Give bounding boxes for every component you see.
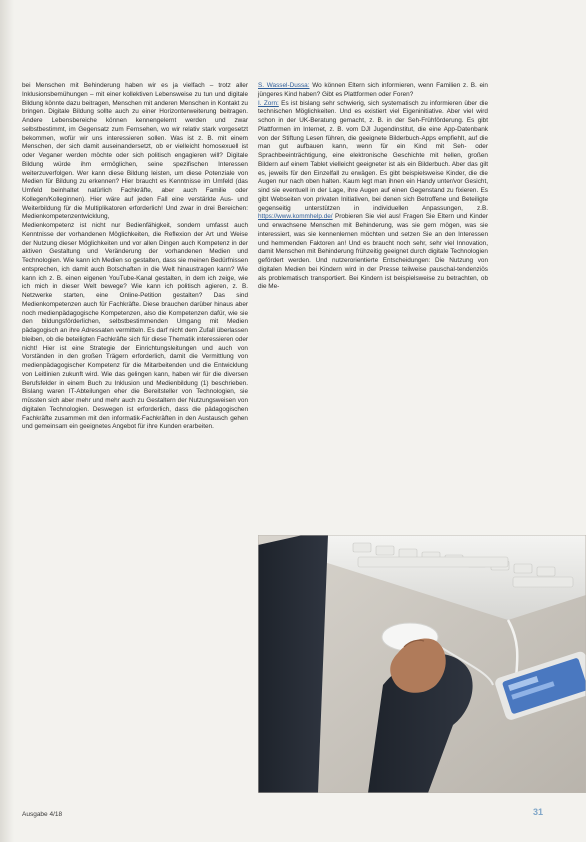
photo-illustration [258,535,586,793]
body-paragraph: Medienkompetenz ist nicht nur Bedienfähigkeit, sondern umfasst auch Kenntnisse der vorhandenen Möglichkeiten, die Reflexion der Art und Weise der Nutzung dieser Möglichkeiten und vor allen Dingen auch Kompetenz in der aktiven Gestaltung und Veränderung der vorhandenen Medien und Technologien. Wie kann ich Medien so gestalten, dass sie meinen Bedürfnissen entsprechen, ich damit auch Botschaften in die Welt hinaustragen kann? Wie kann ich z. B. einen eigenen YouTube-Kanal gestalten, in dem ich zeige, wie ich mich in dieser Welt bewege? Wie kann ich politisch agieren, z. B. Netzwerke starten, eine Online-Petition gestalten? Das sind Medienkompetenzen auch für Fachkräfte. Diese brauchen darüber hinaus aber noch medienpädagogische Kompetenzen, also die Kompetenzen dafür, wie sie den bildungsförderlichen, selbstbestimmenden Umgang mit Medien pädagogisch an ihre Adressaten vermitteln. Es darf nicht dem Zufall überlassen bleiben, ob die beteiligten Fachkräfte sich für diese Thematik interessieren oder nicht! Hier ist eine Strategie der Einrichtungsleitungen und auch von Vorständen in den großen Trägern erforderlich, damit die Vermittlung von medienpädagogischer Kompetenz für die Mitarbeitenden und die Entwicklung von Leitlinien zukunft wird. Wie das gelingen kann, haben wir für die diversen Berufsfelder in einem Buch zu Inklusion und Medienbildung (1) beschrieben. Bislang waren IT-Abteilungen eher die Bereitsteller von Technologien, sie müssten sich aber mehr und mehr auch zu Gestaltern der Nutzungsweisen von digitalen Technologien. Deswegen ist erforderlich, dass die pädagogischen Fachkräfte zusammen mit den informatik-Fachkräften in den Austausch gehen und gemeinsam ein geeignetes Angebot für ihre Kunden erarbeiten. [22,222,248,431]
kommhelp-link[interactable]: https://www.kommhelp.de/ [258,213,333,221]
interview-answer [258,100,488,293]
page-number: 31 [533,807,544,817]
left-text-column [22,82,248,432]
answer-speaker: I. Zorn: [258,99,279,107]
issue-label: Ausgabe 4/18 [22,811,63,818]
page-binding-shadow [0,0,14,842]
interview-question [258,82,488,100]
left-arm-sleeve [258,535,328,793]
question-speaker: S. Wassel-Dussa: [258,82,310,89]
question-text: Wo können Eltern sich informieren, wenn Familien z. B. ein jüngeres Kind haben? Gibt es Plattformen oder Foren? [258,82,488,98]
body-paragraph: bei Menschen mit Behinderung haben wir es ja vielfach – trotz aller Inklusionsbemühungen – mit einer kollektiven Lebensweise zu tun und digitale Bildung könnte dazu beitragen, Menschen mit anderen Menschen in Kontakt zu bringen. Digitale Bildung sollte auch zu einer Horizonterweiterung beitragen. Andere Lebensbereiche können kennengelernt werden und zwar selbstbestimmt, im Gegensatz zum Fernsehen, wo wir relativ stark vorgesetzt bekommen, wofür wir uns interessieren sollen. Was ist z. B. mit einem Menschen, der sich damit auseinandersetzt, ob er vielleicht homosexuell ist oder Veganer werden möchte oder sich politisch engagieren will? Digitale Bildung würde ihm ermöglichen, seine spezifischen Interessen weiterzuverfolgen. Wer kann diese Bildung leisten, um diese Potenziale von Medien für Bildung zu erkennen? Hier braucht es Kenntnisse im Umfeld (das Umfeld beinhaltet natürlich Fachkräfte, aber auch Familie oder Kollegen/Kolleginnen). Hier wäre auf jeden Fall eine verstärkte Aus- und Weiterbildung für die Multiplikatoren erforderlich! Und zwar in drei Bereichen: Medienkompetenzentwicklung, [22,82,248,221]
right-text-column [258,82,488,292]
answer-text-part-2: Probieren Sie viel aus! Fragen Sie Eltern und Kinder und erwachsene Menschen mit Behinderung, was sie gern mögen, was sie interessiert, was sie kennenlernen möchten und setzen Sie an den Interessen und hemmenden Faktoren an! Und es braucht noch sehr, sehr viel Innovation, damit Menschen mit Behinderung frühzeitig geeignet durch digitale Technologien gefördert werden. Und nutzerorientierte Entscheidungen: Die Nutzung von digitalen Medien bei Kindern wird in der Presse teilweise pauschal-tendenziös als problematisch transportiert. Bei Kindern ist beispielsweise zu betrachten, ob die Me- [258,213,488,291]
photo-hand-mouse-keyboard [258,535,586,793]
answer-text-part-1: Es ist bislang sehr schwierig, sich systematisch zu informieren über die technischen Möglichkeiten. Und es existiert viel Eigeninitiative. Aber viel wird schon in der UK-Beratung gemacht, z. B. in der Seh-Frühförderung. Es gibt Plattformen im Internet, z. B. vom DJI Jugendinstitut, die eine App-Datenbank von der Stiftung Lesen führen, die geeignete Bilderbuch-Apps empfiehlt, auf die man gut aufbauen kann, wenn für ein Kind mit Seh- oder Sprachbeeinträchtigung, eine elektronische Geschichte mit hellen, großen Bildern auf einem Tablet vielleicht geeigneter ist als ein Bilderbuch. Aber das gilt es, jeweils für den Einzelfall zu erwägen. Es gibt beispielsweise Kinder, die die Augen nur nach oben halten. Kaum legt man ihnen ein Handy unter/vor Gesicht, sind sie eventuell in der Lage, ihre Augen auf einen Gegenstand zu fixieren. Es gibt Webseiten von privaten Initiativen, bei denen sich Betroffene und Beteiligte gegenseitig unterstützen in individuellen Anpassungen, z.B. [258,99,488,212]
